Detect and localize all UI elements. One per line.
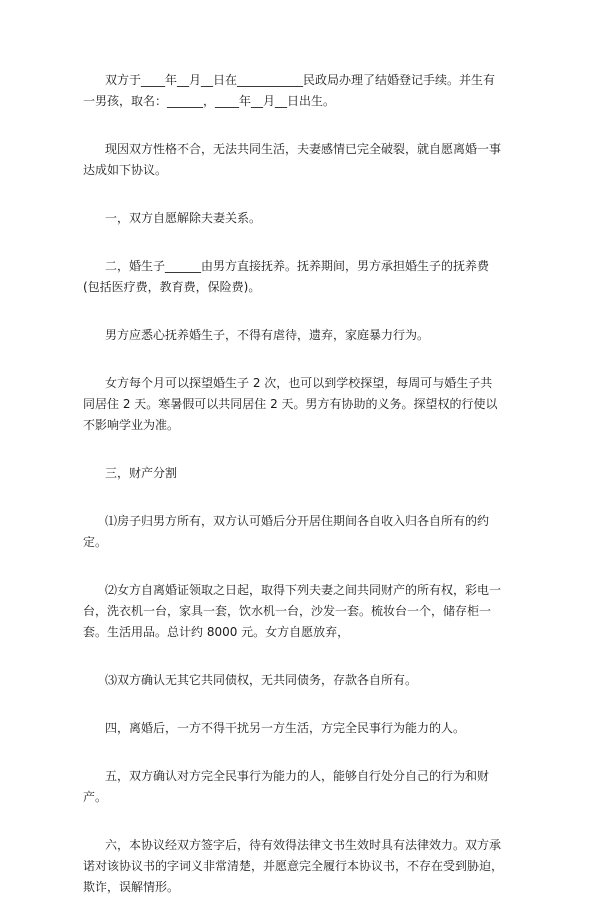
paragraph-divorce-reason: 现因双方性格不合，无法共同生活，夫妻感情已完全破裂，就自愿离婚一事达成如下协议。 (83, 142, 502, 177)
clause-5-capacity: 五，双方确认对方完全民事行为能力的人，能够自行处分自己的行为和财产。 (83, 769, 490, 804)
property-item-1-house: ⑴房子归男方所有，双方认可婚后分开居住期间各自收入归各自所有的约定。 (83, 514, 490, 549)
property-item-2-shared-assets: ⑵女方自离婚证领取之日起，取得下列夫妻之间共同财产的所有权，彩电一台，洗衣机一台，家具一套，饮水机一台，沙发一套。梳妆台一个，储存柜一套。生活用品。总计约 8000 元。女方自愿放弃， (83, 583, 502, 639)
property-item-3-debts: ⑶双方确认无其它共同债权，无共同债务，存款各自所有。 (105, 673, 418, 687)
clause-3-property-division: 三，财产分割 (105, 466, 178, 480)
clause-4-non-interference: 四，离婚后，一方不得干扰另一方生活，方完全民事行为能力的人。 (105, 721, 466, 735)
clause-6-effectiveness: 六，本协议经双方签字后，待有效得法律文书生效时具有法律效力。双方承诺对该协议书的字词义非常清楚，并愿意完全履行本协议书，不存在受到胁迫，欺诈，误解情形。 (83, 838, 504, 894)
clause-1-dissolve-marriage: 一，双方自愿解除夫妻关系。 (105, 211, 262, 225)
clause-2-child-custody: 二，婚生子______由男方直接抚养。抚养期间，男方承担婚生子的抚养费(包括医疗费，教育费，保险费)。 (83, 259, 490, 294)
paragraph-care-obligation: 男方应悉心抚养婚生子，不得有虐待，遗弃，家庭暴力行为。 (105, 328, 430, 342)
paragraph-marriage-registration: 双方于____年__月__日在___________民政局办理了结婚登记手续。并生有一男孩，取名：______，____年__月__日出生。 (83, 73, 496, 108)
paragraph-visitation-rights: 女方每个月可以探望婚生子 2 次，也可以到学校探望，每周可与婚生子共同居住 2 天。寒暑假可以共同居住 2 天。男方有协助的义务。探望权的行使以不影响学业为准。 (83, 376, 498, 432)
